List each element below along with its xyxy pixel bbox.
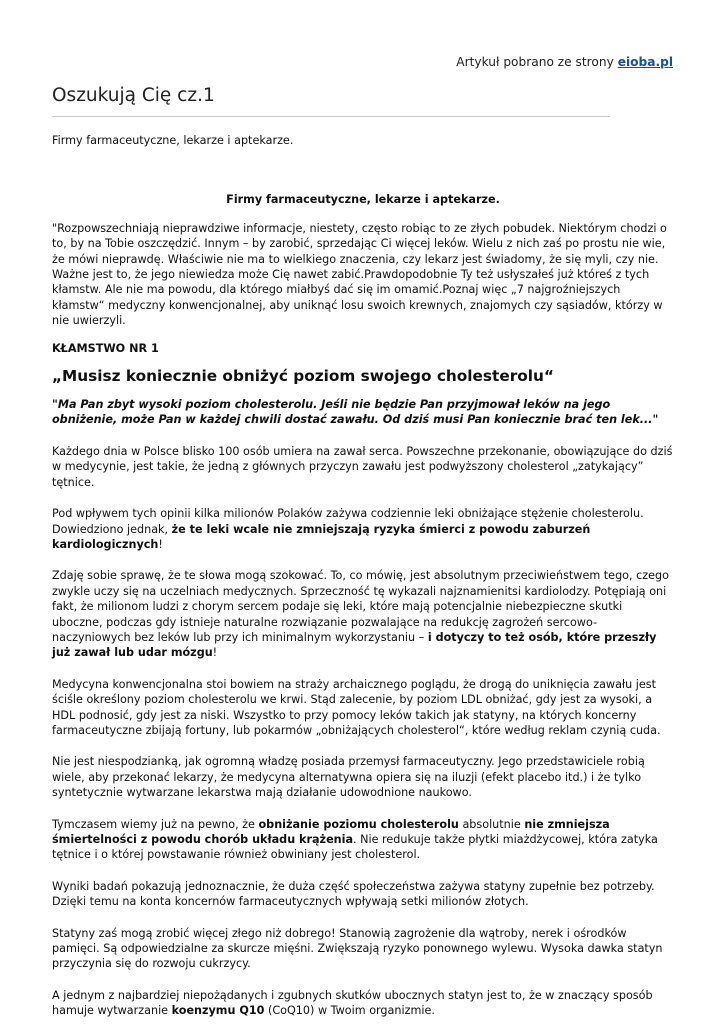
quote-close: "	[652, 413, 659, 427]
paragraph-6-emphasis-1: obniżanie poziomu cholesterolu	[258, 817, 459, 831]
paragraph-3-text: Zdaję sobie sprawę, że te słowa mogą szokować. To, co mówię, jest absolutnym przeciwieństwem tego, czego zwykle uczy się na uczelniach medycznych. Sprzeczność tę wykazali najznamienitsi kardiolodzy. Potępiają oni fakt, że milionom ludzi z chorym sercem podaje się leki, które mają potencjalnie niebezpieczne skutki uboczne, podczas gdy istnieje naturalne rozwiązanie pozwalające na redukcję zagrożeń sercowo-naczyniowych bez leków lub przy ich minimalnym wykorzystaniu –	[52, 569, 669, 644]
title-divider	[52, 116, 610, 117]
lie-heading: „Musisz koniecznie obniżyć poziom swojego cholesterolu“	[52, 367, 554, 386]
paragraph-2	[52, 506, 674, 552]
paragraph-2-end: !	[158, 537, 163, 551]
article-body	[52, 133, 674, 1035]
page-title: Oszukują Cię cz.1	[52, 85, 215, 106]
paragraph-9-text: A jednym z najbardziej niepożądanych i zgubnych skutków ubocznych statyn jest to, że w znaczący sposób hamuje wytwarzanie	[52, 988, 653, 1018]
paragraph-9-end: (CoQ10) w Twoim organizmie.	[264, 1004, 435, 1018]
paragraph-1: Każdego dnia w Polsce blisko 100 osób umiera na zawał serca. Powszechne przekonanie, obowiązujące do dziś w medycynie, jest takie, że jedną z głównych przyczyn zawału jest podwyższony cholesterol „zatykający” tętnice.	[52, 444, 673, 489]
paragraph-6-end: . Nie redukuje także płytki miażdżycowej, która zatyka tętnice i o której powstawanie również obwiniany jest cholesterol.	[52, 833, 658, 862]
paragraph-9	[52, 988, 674, 1019]
paragraph-3-emphasis: i dotyczy to też osób, które przeszły już zawał lub udar mózgu	[52, 630, 657, 660]
quote-open: "	[52, 398, 58, 412]
article-lead: Firmy farmaceutyczne, lekarze i aptekarze.	[52, 134, 294, 147]
paragraph-8: Statyny zaś mogą zrobić więcej złego niż dobrego! Stanowią zagrożenie dla wątroby, nerek i ośrodków pamięci. Są odpowiedzialne za skurcze mięśni. Zwiększają ryzyko ponownego wylewu. Wysoka dawka statyn przyczynia się do rozwoju cukrzycy.	[52, 926, 663, 971]
paragraph-9-emphasis: koenzymu Q10	[171, 1004, 265, 1018]
doctor-quote	[52, 397, 674, 428]
paragraph-2-emphasis: że te leki wcale nie zmniejszają ryzyka śmierci z powodu zaburzeń kardiologicznych	[52, 522, 591, 551]
quote-text: Ma Pan zbyt wysoki poziom cholesterolu. Jeśli nie będzie Pan przyjmował leków na jego obniżenie, może Pan w każdej chwili dostać zawału. Od dziś musi Pan koniecznie brać ten lek...	[52, 398, 653, 427]
paragraph-6-middle: absolutnie	[458, 817, 525, 831]
lie-label: KŁAMSTWO NR 1	[52, 341, 159, 355]
source-prefix: Artykuł pobrano ze strony	[456, 55, 618, 69]
paragraph-2-text: Pod wpływem tych opinii kilka milionów Polaków zażywa codziennie leki obniżające stężenie cholesterolu. Dowiedziono jednak,	[52, 507, 644, 536]
paragraph-4: Medycyna konwencjonalna stoi bowiem na straży archaicznego poglądu, że drogą do uniknięcia zawału jest ściśle określony poziom cholesterolu we krwi. Stąd zalecenie, by poziom LDL obniżać, gdy jest za wysoki, a HDL podnosić, gdy jest za niski. Wszystko to przy pomocy leków takich jak statyny, na których koncerny farmaceutyczne zbijają fortuny, lub pokarmów „obniżających cholesterol“, które według reklam czynią cuda.	[52, 677, 661, 737]
paragraph-3	[52, 568, 674, 660]
paragraph-6-text: Tymczasem wiemy już na pewno, że	[52, 817, 259, 831]
paragraph-6-emphasis-2: nie zmniejsza śmiertelności z powodu chorób układu krążenia	[52, 817, 610, 846]
paragraph-6	[52, 817, 674, 863]
paragraph-3-end: !	[212, 646, 218, 660]
article-subheading: Firmy farmaceutyczne, lekarze i aptekarze.	[226, 193, 500, 207]
paragraph-7: Wyniki badań pokazują jednoznacznie, że duża część społeczeństwa zażywa statyny zupełnie bez potrzeby. Dzięki temu na konta koncernów farmaceutycznych wpływają setki milionów złotych.	[52, 879, 655, 909]
paragraph-5: Nie jest niespodzianką, jak ogromną władzę posiada przemysł farmaceutyczny. Jego przedstawiciele robią wiele, aby przekonać lekarzy, że medycyna alternatywna opiera się na iluzji (efekt placebo itd.) i że tylko syntetycznie wytwarzane lekarstwa mają działanie udowodnione naukowo.	[52, 755, 645, 800]
source-attribution	[456, 55, 673, 69]
source-link[interactable]: eioba.pl	[617, 55, 673, 69]
intro-paragraph: "Rozpowszechniają nieprawdziwe informacje, niestety, często robiąc to ze złych pobudek. Niektórym chodzi o to, by na Tobie oszczędzić. Innym – by zarobić, sprzedając Ci więcej leków. Wielu z nich zaś po prostu nie wie, że mówi nieprawdę. Właściwie nie ma to wielkiego znaczenia, czy lekarz jest świadomy, że się myli, czy nie. Ważne jest to, że jego niewiedza może Cię nawet zabić.Prawdopodobnie Ty też usłyszałeś już któreś z tych kłamstw. Ale nie ma powodu, dla którego miałbyś dać się im omamić.Poznaj więc „7 najgroźniejszych kłamstw“ medyczny konwencjonalnej, aby uniknąć losu swoich krewnych, znajomych czy sąsiadów, którzy w nie uwierzyli.	[52, 221, 667, 328]
